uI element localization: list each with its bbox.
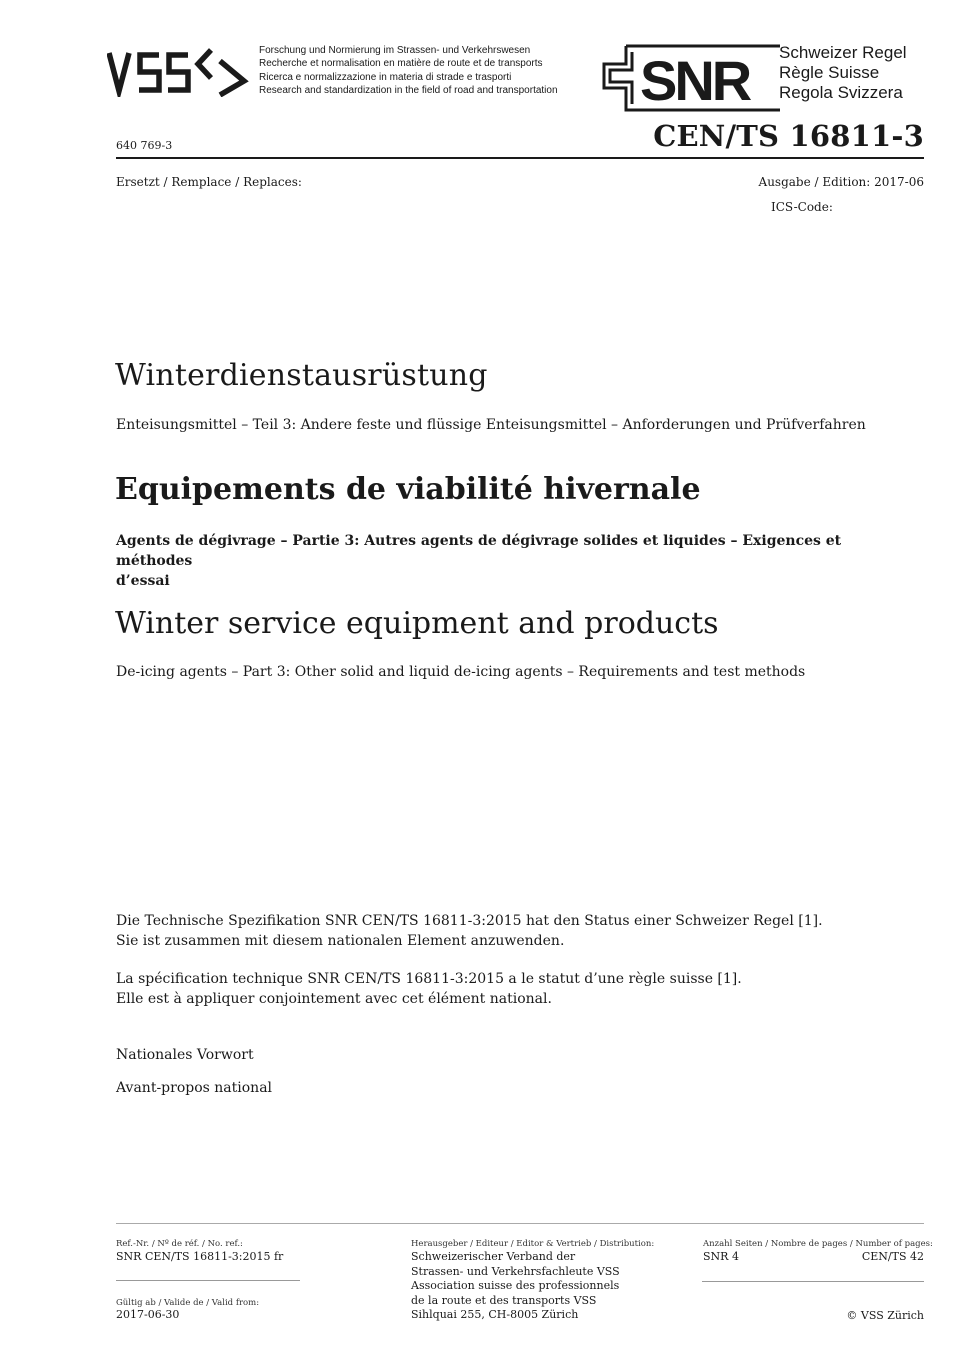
svg-text:SNR: SNR: [640, 49, 750, 112]
tagline-de: Forschung und Normierung im Strassen- und Verkehrswesen: [259, 45, 531, 56]
reference-label: Ref.-Nr. / Nº de réf. / No. ref.:: [116, 1239, 243, 1249]
foreword-heading-de: Nationales Vorwort: [116, 1047, 254, 1063]
page-count-label: Anzahl Seiten / Nombre de pages / Number of pages:: [703, 1239, 933, 1249]
snr-logo: [602, 44, 782, 112]
publisher-label: Herausgeber / Editeur / Editor & Vertrieb / Distribution:: [411, 1239, 655, 1249]
tagline-en: Research and standardization in the field of road and transportation: [259, 85, 558, 97]
subtitle-fr-line1: Agents de dégivrage – Partie 3: Autres agents de dégivrage solides et liquides – Exigences et méthodes: [116, 533, 842, 569]
standard-code: CEN/TS 16811-3: [653, 119, 924, 153]
replaces-label: Ersetzt / Remplace / Replaces:: [116, 175, 302, 189]
snr-names: [779, 43, 907, 103]
valid-from-label: Gültig ab / Valide de / Valid from:: [116, 1298, 260, 1308]
title-fr: Equipements de viabilité hivernale: [115, 472, 701, 507]
publisher-address: [411, 1250, 620, 1323]
reference-value: SNR CEN/TS 16811-3:2015 fr: [116, 1250, 284, 1263]
copyright: © VSS Zürich: [846, 1309, 924, 1322]
status-de-line2: Sie ist zusammen mit diesem nationalen Element anzuwenden.: [116, 933, 565, 949]
title-en: Winter service equipment and products: [115, 606, 719, 641]
snr-name-fr: Règle Suisse: [779, 63, 880, 82]
vss-logo: [107, 43, 252, 97]
publisher-line: Sihlquai 255, CH-8005 Zürich: [411, 1308, 579, 1321]
valid-from-value: 2017-06-30: [116, 1308, 180, 1321]
page-count-cen: CEN/TS 42: [861, 1250, 924, 1263]
subtitle-de: Enteisungsmittel – Teil 3: Andere feste und flüssige Enteisungsmittel – Anforderungen und Prüfverfahren: [116, 417, 866, 433]
header-rule: [116, 157, 924, 159]
publisher-line: de la route et des transports VSS: [411, 1293, 597, 1307]
ics-code-label: ICS-Code:: [771, 200, 833, 214]
publisher-line: Strassen- und Verkehrsfachleute VSS: [411, 1264, 620, 1278]
tagline-it: Ricerca e normalizzazione in materia di strade e trasporti: [259, 71, 512, 83]
vss-tagline: [259, 44, 558, 98]
subtitle-fr: [116, 531, 916, 591]
subtitle-en: De-icing agents – Part 3: Other solid and liquid de-icing agents – Requirements and test methods: [116, 664, 806, 680]
foreword-heading-fr: Avant-propos national: [116, 1080, 273, 1096]
footer-rule: [116, 1223, 924, 1224]
status-de-line1: Die Technische Spezifikation SNR CEN/TS 16811-3:2015 hat den Status einer Schweizer Regel [1].: [116, 913, 823, 929]
publisher-line: Association suisse des professionnels: [411, 1279, 620, 1292]
snr-name-it: Regola Svizzera: [779, 83, 903, 102]
status-fr-line2: Elle est à appliquer conjointement avec cet élément national.: [116, 991, 552, 1007]
reference-rule: [116, 1280, 300, 1281]
snr-name-de: Schweizer Regel: [779, 43, 907, 62]
subtitle-fr-line2: d’essai: [116, 573, 170, 589]
status-paragraph-fr: [116, 969, 742, 1009]
tagline-fr: Recherche et normalisation en matière de route et de transports: [259, 58, 543, 70]
status-paragraph-de: [116, 911, 823, 951]
svg-text:VSS: VSS: [107, 43, 110, 44]
status-fr-line1: La spécification technique SNR CEN/TS 16811-3:2015 a le statut d’une règle suisse [1].: [116, 971, 742, 987]
doc-number: 640 769-3: [116, 139, 173, 152]
page-count-rule: [702, 1281, 924, 1282]
page-count-snr: SNR 4: [703, 1250, 739, 1263]
edition-label: Ausgabe / Edition: 2017-06: [758, 175, 924, 189]
title-de: Winterdienstausrüstung: [115, 358, 488, 393]
publisher-line: Schweizerischer Verband der: [411, 1250, 576, 1263]
